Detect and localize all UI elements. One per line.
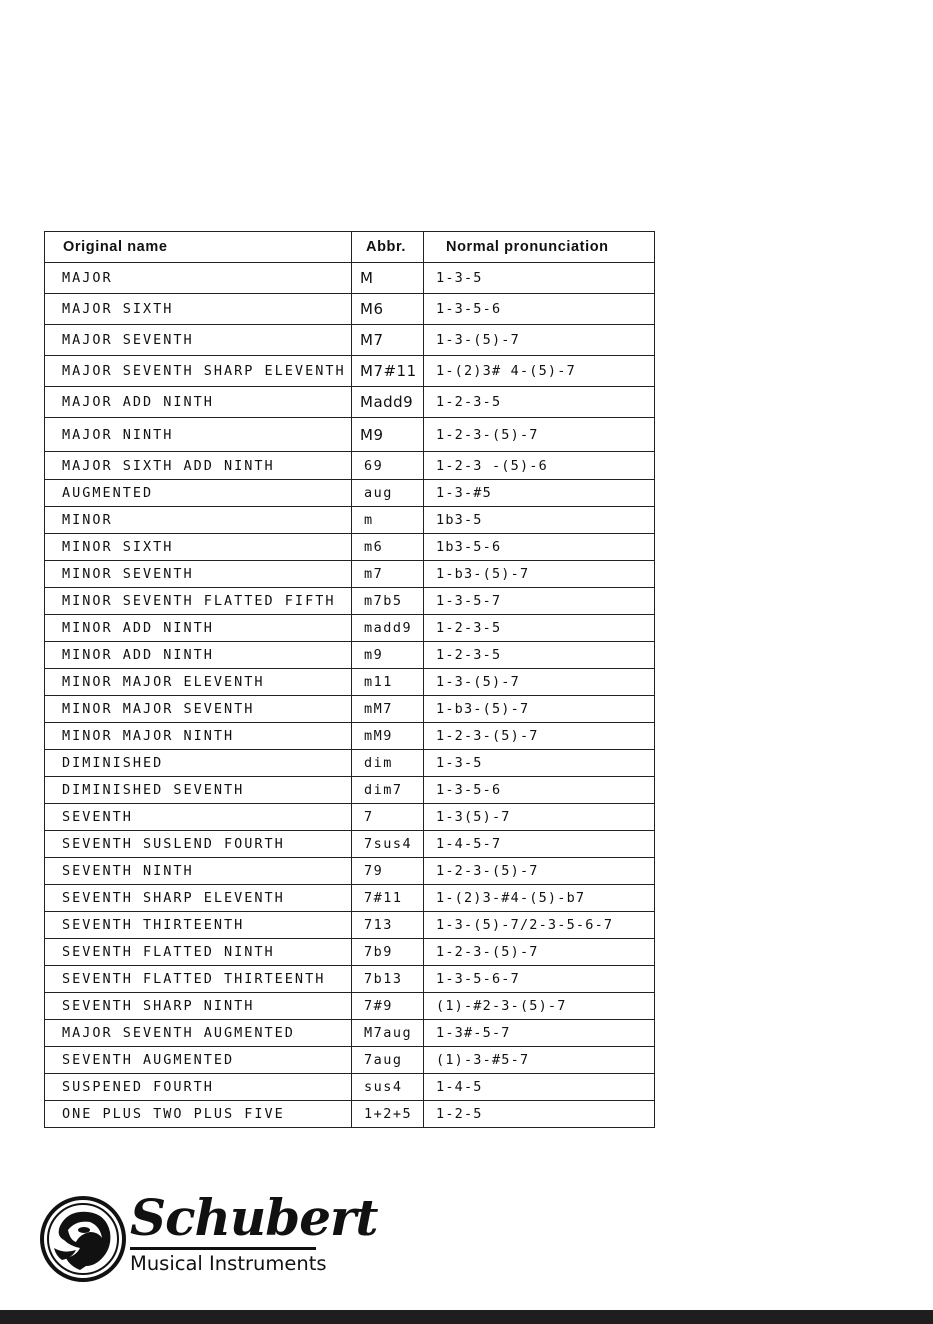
chord-name-cell: MINOR <box>45 507 352 534</box>
chord-name-cell: AUGMENTED <box>45 480 352 507</box>
chord-name-cell: SEVENTH NINTH <box>45 858 352 885</box>
chord-pronunciation-cell: 1-3-5 <box>424 750 655 777</box>
table-row <box>45 939 655 966</box>
chord-pronunciation-cell: 1-2-3-5 <box>424 642 655 669</box>
chord-pronunciation-cell: 1-2-3-(5)-7 <box>424 939 655 966</box>
chord-name-cell: MAJOR SEVENTH SHARP ELEVENTH <box>45 356 352 387</box>
logo-underline <box>130 1247 316 1250</box>
chord-abbr-cell: mM7 <box>352 696 424 723</box>
chord-pronunciation-cell: 1-(2)3-#4-(5)-b7 <box>424 885 655 912</box>
table-row <box>45 418 655 452</box>
chord-name-cell: MINOR SEVENTH FLATTED FIFTH <box>45 588 352 615</box>
chord-abbr-cell: 7 <box>352 804 424 831</box>
logo-tagline: Musical Instruments <box>130 1252 327 1275</box>
header-original-name: Original name <box>45 232 352 263</box>
table-row <box>45 452 655 480</box>
chord-abbr-cell: M6 <box>352 294 424 325</box>
chord-abbr-cell: 7b9 <box>352 939 424 966</box>
table-row <box>45 804 655 831</box>
chord-name-cell: MAJOR SEVENTH <box>45 325 352 356</box>
chord-abbr-cell: m6 <box>352 534 424 561</box>
chord-abbr-cell: M9 <box>352 418 424 452</box>
chord-pronunciation-cell: 1-3-5-6 <box>424 294 655 325</box>
chord-name-cell: MINOR SEVENTH <box>45 561 352 588</box>
table-row <box>45 534 655 561</box>
chord-pronunciation-cell: 1-3-5-7 <box>424 588 655 615</box>
chord-abbr-cell: 7b13 <box>352 966 424 993</box>
chord-pronunciation-cell: 1-2-3-(5)-7 <box>424 418 655 452</box>
table-row <box>45 1047 655 1074</box>
schubert-portrait-emblem-icon <box>40 1196 126 1282</box>
chord-name-cell: MAJOR SEVENTH AUGMENTED <box>45 1020 352 1047</box>
chord-pronunciation-cell: 1-3-(5)-7/2-3-5-6-7 <box>424 912 655 939</box>
table-row <box>45 858 655 885</box>
chord-abbr-cell: dim7 <box>352 777 424 804</box>
logo-wordmark: Schubert <box>130 1188 378 1247</box>
table-row <box>45 696 655 723</box>
bottom-bar <box>0 1310 933 1324</box>
chord-name-cell: SEVENTH SHARP ELEVENTH <box>45 885 352 912</box>
chord-abbr-cell: 79 <box>352 858 424 885</box>
chord-abbr-cell: aug <box>352 480 424 507</box>
table-row <box>45 966 655 993</box>
chord-abbr-cell: m <box>352 507 424 534</box>
chord-pronunciation-cell: 1-2-3-(5)-7 <box>424 858 655 885</box>
chord-name-cell: ONE PLUS TWO PLUS FIVE <box>45 1101 352 1128</box>
chord-abbr-cell: 7sus4 <box>352 831 424 858</box>
chord-table <box>44 231 655 1128</box>
chord-name-cell: SEVENTH FLATTED NINTH <box>45 939 352 966</box>
chord-abbr-cell: Madd9 <box>352 387 424 418</box>
chord-abbr-cell: 713 <box>352 912 424 939</box>
chord-pronunciation-cell: 1-3-(5)-7 <box>424 669 655 696</box>
chord-pronunciation-cell: 1-4-5-7 <box>424 831 655 858</box>
table-header-row <box>45 232 655 263</box>
chord-pronunciation-cell: 1-2-3-(5)-7 <box>424 723 655 750</box>
chord-name-cell: DIMINISHED SEVENTH <box>45 777 352 804</box>
chord-name-cell: SEVENTH THIRTEENTH <box>45 912 352 939</box>
table-row <box>45 294 655 325</box>
table-row <box>45 642 655 669</box>
chord-name-cell: MINOR MAJOR ELEVENTH <box>45 669 352 696</box>
chord-pronunciation-cell: 1-3-5 <box>424 263 655 294</box>
table-row <box>45 615 655 642</box>
chord-name-cell: MAJOR ADD NINTH <box>45 387 352 418</box>
table-row <box>45 507 655 534</box>
chord-pronunciation-cell: 1-b3-(5)-7 <box>424 696 655 723</box>
chord-name-cell: MINOR ADD NINTH <box>45 615 352 642</box>
chord-abbr-cell: m11 <box>352 669 424 696</box>
chord-pronunciation-cell: 1-4-5 <box>424 1074 655 1101</box>
chord-abbr-cell: m9 <box>352 642 424 669</box>
chord-abbr-cell: M7 <box>352 325 424 356</box>
table-row <box>45 723 655 750</box>
table-row <box>45 325 655 356</box>
table-row <box>45 885 655 912</box>
chord-name-cell: MINOR SIXTH <box>45 534 352 561</box>
table-row <box>45 831 655 858</box>
chord-abbr-cell: dim <box>352 750 424 777</box>
chord-pronunciation-cell: 1-3#-5-7 <box>424 1020 655 1047</box>
chord-pronunciation-cell: 1-2-3-5 <box>424 387 655 418</box>
chord-pronunciation-cell: 1b3-5 <box>424 507 655 534</box>
chord-abbr-cell: mM9 <box>352 723 424 750</box>
chord-pronunciation-cell: (1)-#2-3-(5)-7 <box>424 993 655 1020</box>
table-row <box>45 993 655 1020</box>
chord-name-cell: MAJOR SIXTH <box>45 294 352 325</box>
chord-name-cell: SEVENTH AUGMENTED <box>45 1047 352 1074</box>
chord-abbr-cell: M7#11 <box>352 356 424 387</box>
header-abbr: Abbr. <box>352 232 424 263</box>
chord-pronunciation-cell: 1-3-(5)-7 <box>424 325 655 356</box>
chord-name-cell: SEVENTH SUSLEND FOURTH <box>45 831 352 858</box>
chord-name-cell: MAJOR SIXTH ADD NINTH <box>45 452 352 480</box>
chord-abbr-cell: m7b5 <box>352 588 424 615</box>
table-body <box>45 263 655 1128</box>
chord-pronunciation-cell: 1-(2)3# 4-(5)-7 <box>424 356 655 387</box>
table-row <box>45 1101 655 1128</box>
chord-pronunciation-cell: (1)-3-#5-7 <box>424 1047 655 1074</box>
chord-pronunciation-cell: 1-3-#5 <box>424 480 655 507</box>
chord-abbr-cell: m7 <box>352 561 424 588</box>
table-row <box>45 480 655 507</box>
schubert-logo <box>40 1188 378 1284</box>
chord-pronunciation-cell: 1-2-3 -(5)-6 <box>424 452 655 480</box>
chord-abbr-cell: 7#9 <box>352 993 424 1020</box>
chord-pronunciation-cell: 1-3(5)-7 <box>424 804 655 831</box>
chord-abbr-cell: 69 <box>352 452 424 480</box>
chord-name-cell: MAJOR <box>45 263 352 294</box>
table-row <box>45 912 655 939</box>
chord-name-cell: DIMINISHED <box>45 750 352 777</box>
chord-name-cell: MINOR MAJOR NINTH <box>45 723 352 750</box>
chord-name-cell: SEVENTH FLATTED THIRTEENTH <box>45 966 352 993</box>
chord-name-cell: SUSPENED FOURTH <box>45 1074 352 1101</box>
table-row <box>45 1074 655 1101</box>
table-row <box>45 561 655 588</box>
chord-pronunciation-cell: 1-3-5-6-7 <box>424 966 655 993</box>
chord-pronunciation-cell: 1-b3-(5)-7 <box>424 561 655 588</box>
table-row <box>45 669 655 696</box>
chord-pronunciation-cell: 1-2-5 <box>424 1101 655 1128</box>
chord-name-cell: SEVENTH <box>45 804 352 831</box>
chord-abbr-cell: M7aug <box>352 1020 424 1047</box>
chord-name-cell: MINOR ADD NINTH <box>45 642 352 669</box>
chord-abbr-cell: sus4 <box>352 1074 424 1101</box>
chord-abbr-cell: 1+2+5 <box>352 1101 424 1128</box>
chord-pronunciation-cell: 1b3-5-6 <box>424 534 655 561</box>
chord-name-cell: MINOR MAJOR SEVENTH <box>45 696 352 723</box>
chord-pronunciation-cell: 1-3-5-6 <box>424 777 655 804</box>
chord-pronunciation-cell: 1-2-3-5 <box>424 615 655 642</box>
chord-abbr-cell: madd9 <box>352 615 424 642</box>
table-row <box>45 356 655 387</box>
header-normal-pronunciation: Normal pronunciation <box>424 232 655 263</box>
chord-abbr-cell: 7aug <box>352 1047 424 1074</box>
table-row <box>45 588 655 615</box>
chord-name-cell: MAJOR NINTH <box>45 418 352 452</box>
table-row <box>45 263 655 294</box>
chord-abbr-cell: M <box>352 263 424 294</box>
chord-name-cell: SEVENTH SHARP NINTH <box>45 993 352 1020</box>
table-row <box>45 750 655 777</box>
table-row <box>45 387 655 418</box>
table-row <box>45 777 655 804</box>
table-row <box>45 1020 655 1047</box>
chord-abbr-cell: 7#11 <box>352 885 424 912</box>
